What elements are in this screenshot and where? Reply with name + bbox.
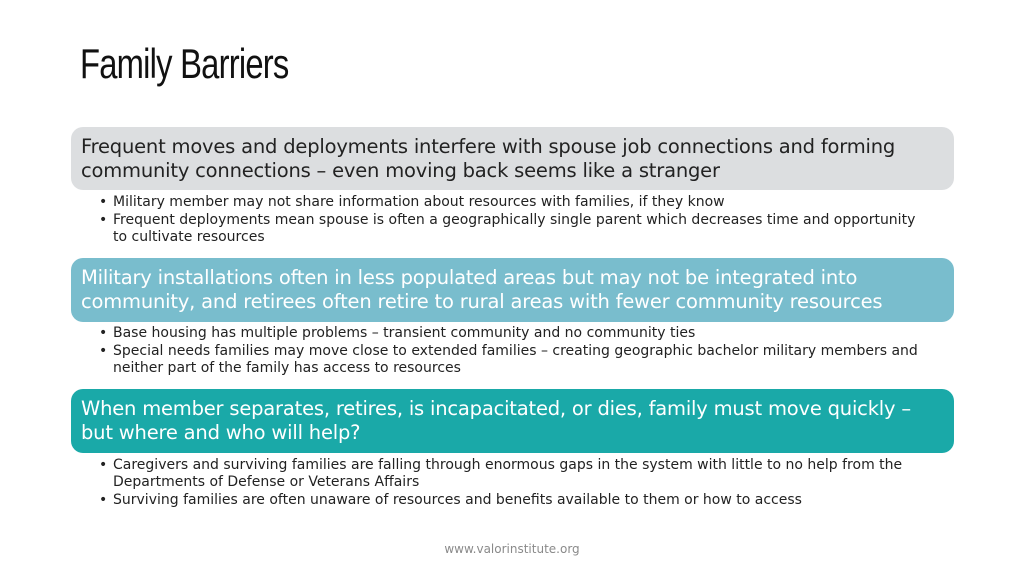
bullet-item: • Base housing has multiple problems – transient community and no community ties (99, 325, 929, 342)
section-2-heading: Military installations often in less populated areas but may not be integrated into community, and retirees often retire to rural areas with fewer community resources (71, 258, 954, 322)
section-3-heading: When member separates, retires, is incapacitated, or dies, family must move quickly – but where and who will help? (71, 389, 954, 453)
section-1-bullets (99, 194, 929, 247)
bullet-item: • Frequent deployments mean spouse is often a geographically single parent which decreases time and opportunity to cultivate resources (99, 212, 929, 246)
bullet-item: • Caregivers and surviving families are falling through enormous gaps in the system with little to no help from the Departments of Defense or Veterans Affairs (99, 457, 929, 491)
bullet-item: • Surviving families are often unaware of resources and benefits available to them or how to access (99, 492, 929, 509)
slide-title: Family Barriers (80, 40, 289, 87)
bullet-item: • Military member may not share information about resources with families, if they know (99, 194, 929, 211)
section-1-heading: Frequent moves and deployments interfere with spouse job connections and forming community connections – even moving back seems like a stranger (71, 127, 954, 190)
section-3-bullets (99, 457, 929, 510)
bullet-item: • Special needs families may move close to extended families – creating geographic bachelor military members and neither part of the family has access to resources (99, 343, 929, 377)
section-2-bullets (99, 325, 929, 378)
footer-url: www.valorinstitute.org (444, 542, 580, 556)
